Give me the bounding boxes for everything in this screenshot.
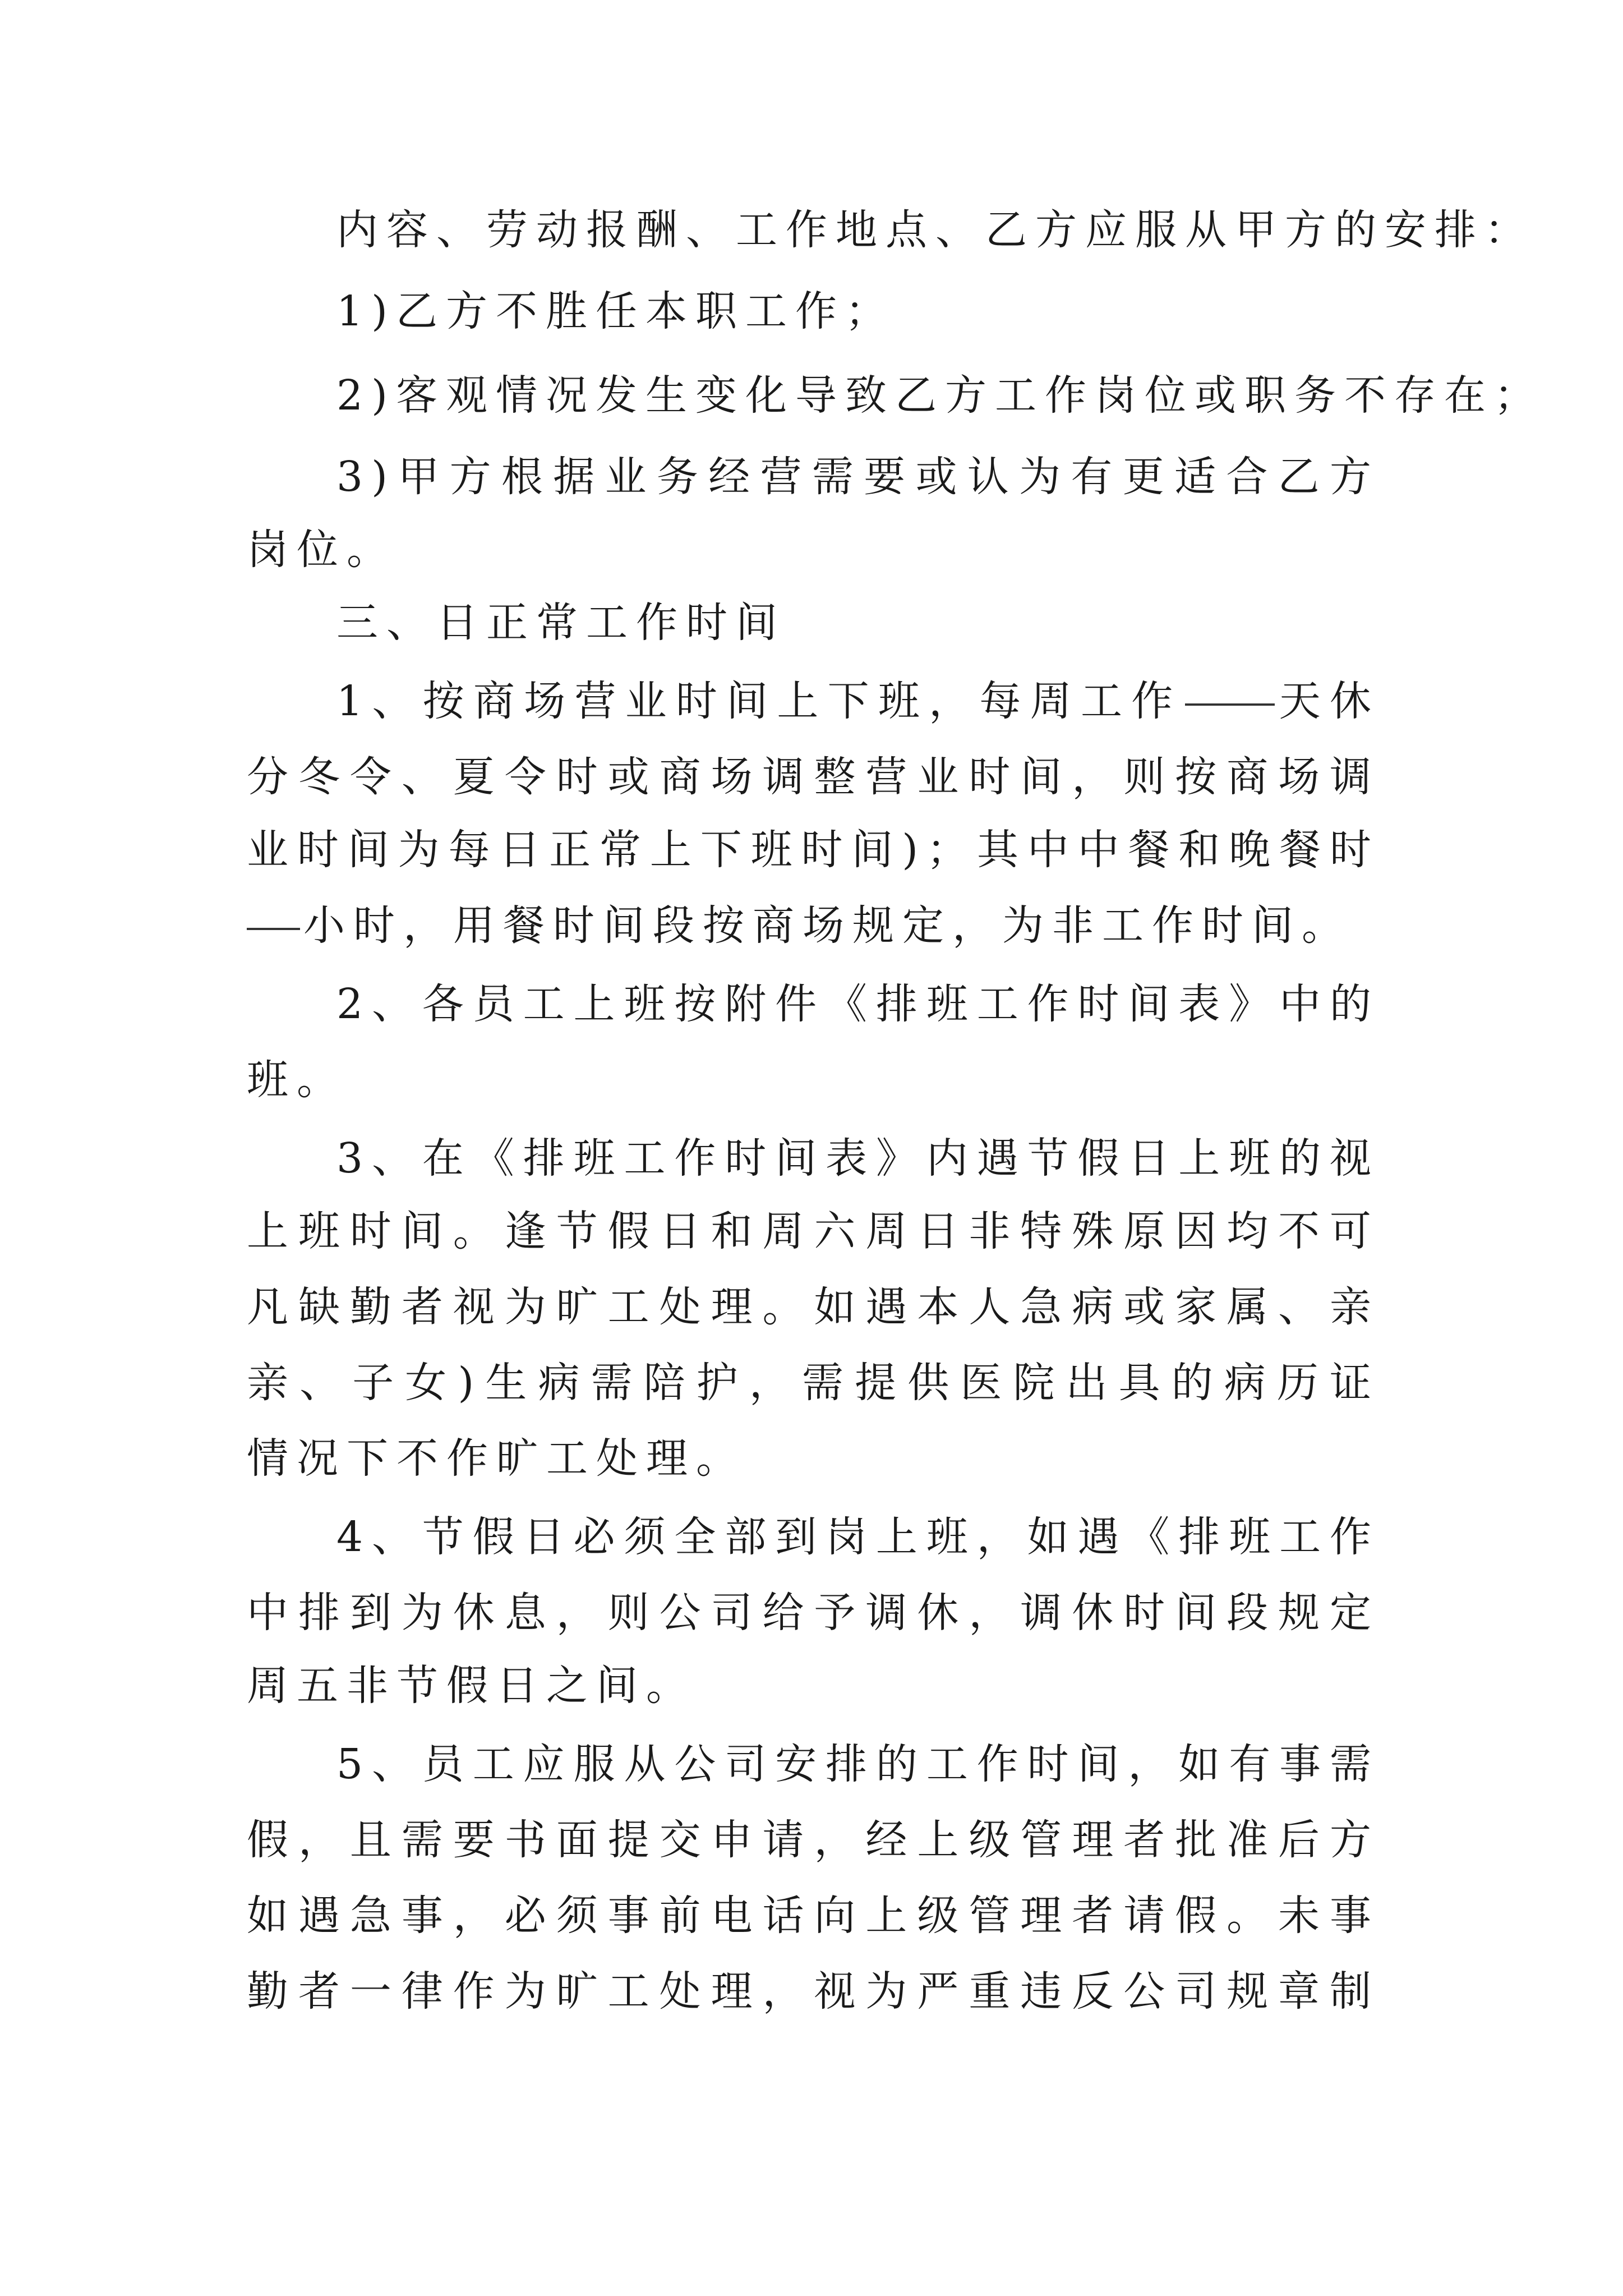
text-line: 1)乙方不胜任本职工作； (336, 287, 895, 335)
text-line: 中排到为休息，则公司给予调休，调休时间段规定 (247, 1589, 1380, 1637)
text-line: 4、节假日必须全部到岗上班，如遇《排班工作 (336, 1513, 1380, 1561)
text-line: 假，且需要书面提交申请，经上级管理者批准后方 (247, 1816, 1380, 1864)
text-line (247, 895, 1380, 956)
text-line: 2、各员工上班按附件《排班工作时间表》中的 (336, 980, 1380, 1028)
text-line: 上班时间。逢节假日和周六周日非特殊原因均不可 (247, 1207, 1380, 1255)
text-line: 情况下不作旷工处理。 (247, 1434, 746, 1483)
text-line: 内容、劳动报酬、工作地点、乙方应服从甲方的安排： (336, 206, 1534, 254)
fill-blank (1185, 703, 1275, 706)
text-line: 班。 (247, 1056, 347, 1104)
text-line: 5、员工应服从公司安排的工作时间，如有事需 (336, 1740, 1380, 1788)
text-segment: 小时，用餐时间段按商场规定，为非工作时间。 (303, 901, 1352, 950)
section-heading: 三、日正常工作时间 (336, 599, 786, 647)
text-line: 业时间为每日正常上下班时间)；其中中餐和晚餐时 (247, 826, 1380, 874)
text-line: 如遇急事，必须事前电话向上级管理者请假。未事 (247, 1892, 1380, 1940)
text-line: 3、在《排班工作时间表》内遇节假日上班的视 (336, 1134, 1380, 1182)
text-segment: 天休 (1278, 677, 1380, 725)
text-line: 3)甲方根据业务经营需要或认为有更适合乙方 (336, 453, 1380, 501)
text-line: 岗位。 (247, 526, 396, 574)
text-line (336, 670, 1380, 732)
text-line: 分冬令、夏令时或商场调整营业时间，则按商场调 (247, 753, 1380, 801)
text-segment: 1、按商场营业时间上下班，每周工作 (336, 677, 1182, 725)
text-line: 亲、子女)生病需陪护，需提供医院出具的病历证 (247, 1359, 1380, 1407)
text-line: 2)客观情况发生变化导致乙方工作岗位或职务不存在； (336, 371, 1544, 420)
text-line: 凡缺勤者视为旷工处理。如遇本人急病或家属、亲 (247, 1283, 1380, 1331)
fill-blank (247, 927, 300, 930)
text-line: 勤者一律作为旷工处理，视为严重违反公司规章制 (247, 1967, 1380, 2016)
text-line: 周五非节假日之间。 (247, 1662, 696, 1710)
